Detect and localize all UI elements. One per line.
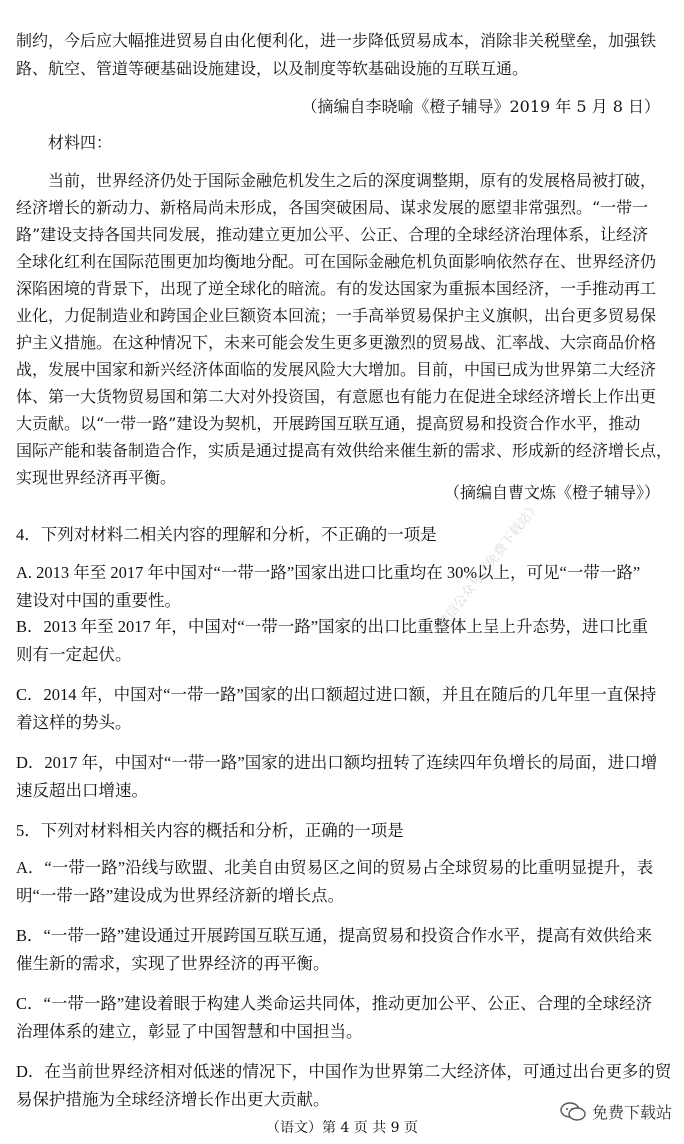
question-5-stem: 5．下列对材料相关内容的概括和分析，正确的一项是 — [16, 821, 404, 840]
q5-option-b-line1: B．“一带一路”建设通过开展跨国互联互通，提高贸易和投资合作水平，提高有效供给来 — [16, 926, 653, 945]
q5-option-c-line2: 治理体系的建立，彰显了中国智慧和中国担当。 — [16, 1022, 363, 1041]
q4-option-b-line1: B．2013 年至 2017 年，中国对“一带一路”国家的出口比重整体上呈上升态势，进口比重 — [16, 617, 649, 636]
q4-option-c-line2: 着这样的势头。 — [16, 713, 132, 732]
page-footer: （语文）第 4 页 共 9 页 — [265, 1120, 419, 1136]
material4-source: （摘编自曹文炼《橙子辅导》） — [443, 483, 660, 502]
logo-text: 免费下载站 — [591, 1103, 672, 1122]
q5-option-b-line2: 催生新的需求，实现了世界经济的再平衡。 — [16, 954, 330, 973]
q4-option-a-line2: 建设对中国的重要性。 — [16, 591, 181, 610]
material4-line: 经济增长的新动力、新格局尚未形成，各国突破困局、谋求发展的愿望非常强烈。“一带一 — [16, 198, 649, 217]
material4-line: 国际产能和装备制造合作，实质是通过提高有效供给来催生新的需求、形成新的经济增长点， — [16, 441, 673, 460]
material4-line: 大贡献。以“一带一路”建设为契机，开展跨国互联互通，提高贸易和投资合作水平，推动 — [16, 414, 641, 433]
q4-option-c-line1: C．2014 年，中国对“一带一路”国家的出口额超过进口额，并且在随后的几年里一直保持 — [16, 685, 657, 704]
q5-option-d-line1: D．在当前世界经济相对低迷的情况下，中国作为世界第二大经济体，可通过出台更多的贸 — [16, 1062, 672, 1081]
q4-option-d-line2: 速反超出口增速。 — [16, 781, 148, 800]
material3-line: 路、航空、管道等硬基础设施建设，以及制度等软基础设施的互联互通。 — [16, 59, 529, 78]
material4-line: 深陷困境的背景下，出现了逆全球化的暗流。有的发达国家为重振本国经济，一手推动再工 — [16, 279, 657, 298]
material4-line: 体、第一大货物贸易国和第二大对外投资国，有意愿也有能力在促进全球经济增长上作出更 — [16, 387, 657, 406]
q4-option-b-line2: 则有一定起伏。 — [16, 645, 132, 664]
material4-line: 路”建设支持各国共同发展，推动建立更加公平、公正、合理的全球经济治理体系，让经济 — [16, 225, 649, 244]
wechat-icon — [560, 1102, 586, 1122]
material4-line: 护主义措施。在这种情况下，未来可能会发生更多更激烈的贸易战、汇率战、大宗商品价格 — [16, 333, 657, 352]
material4-line: 当前，世界经济仍处于国际金融危机发生之后的深度调整期，原有的发展格局被打破， — [48, 171, 657, 190]
material4-heading: 材料四： — [48, 133, 113, 152]
q5-option-a-line2: 明“一带一路”建设成为世界经济新的增长点。 — [16, 886, 345, 905]
material3-source: （摘编自李晓喻《橙子辅导》2019 年 5 月 8 日） — [301, 97, 660, 116]
q4-option-d-line1: D．2017 年，中国对“一带一路”国家的进出口额均扭转了连续四年负增长的局面，进口增 — [16, 753, 658, 772]
q5-option-c-line1: C．“一带一路”建设着眼于构建人类命运共同体，推动更加公平、公正、合理的全球经济 — [16, 994, 653, 1013]
material4-line: 战，发展中国家和新兴经济体面临的发展风险大大增加。目前，中国已成为世界第二大经济 — [16, 360, 657, 379]
material4-line: 业化，力促制造业和跨国企业巨额资本回流；一手高举贸易保护主义旗帜，出台更多贸易保 — [16, 306, 657, 325]
watermark: 微信公众号《免费下载站》 — [435, 499, 544, 632]
q4-option-a-line1: A. 2013 年至 2017 年中国对“一带一路”国家出进口比重均在 30%以上，可见“一带一路” — [16, 563, 641, 582]
material3-line: 制约，今后应大幅推进贸易自由化便利化，进一步降低贸易成本，消除非关税壁垒，加强铁 — [16, 31, 657, 50]
question-4-stem: 4．下列对材料二相关内容的理解和分析，不正确的一项是 — [16, 525, 437, 544]
q5-option-d-line2: 易保护措施为全球经济增长作出更大贡献。 — [16, 1090, 330, 1109]
material4-line: 全球化红利在国际范围更加均衡地分配。可在国际金融危机负面影响依然存在、世界经济仍 — [16, 252, 657, 271]
material4-line: 实现世界经济再平衡。 — [16, 468, 177, 487]
site-logo — [560, 1100, 672, 1123]
q5-option-a-line1: A．“一带一路”沿线与欧盟、北美自由贸易区之间的贸易占全球贸易的比重明显提升，表 — [16, 858, 654, 877]
